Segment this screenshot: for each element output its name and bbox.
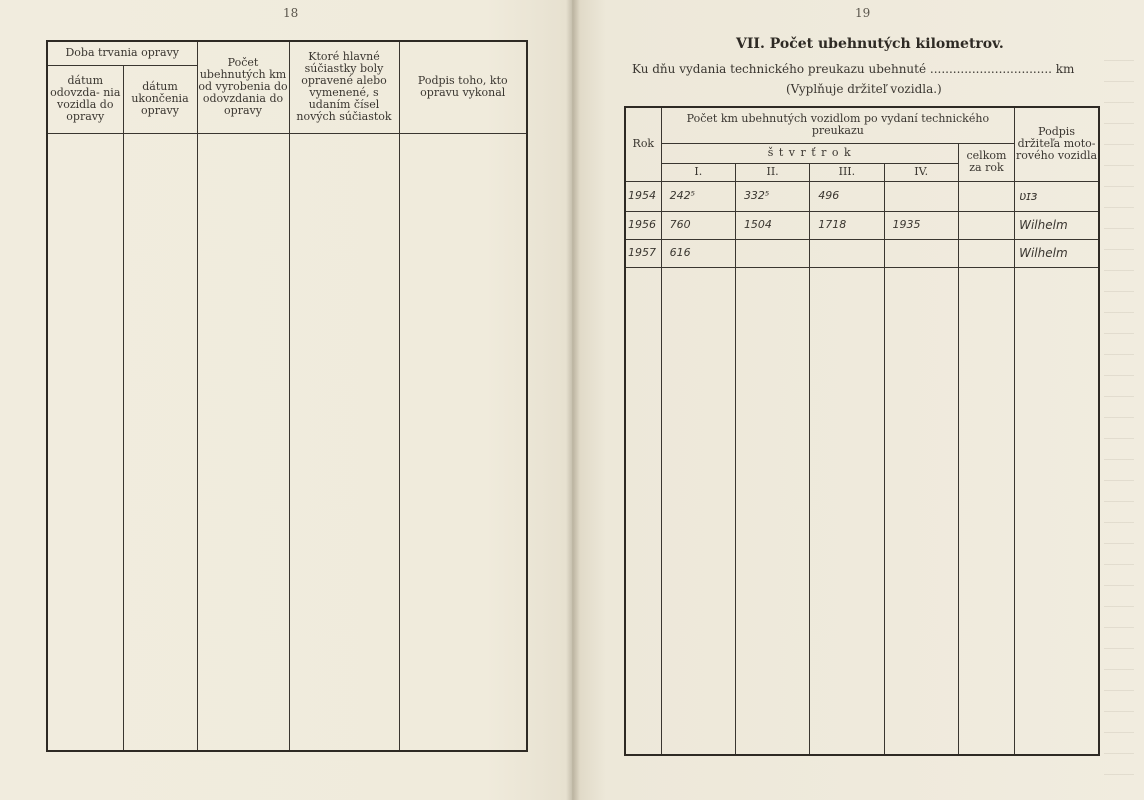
header-date-completed: dátum ukončenia opravy <box>123 65 197 133</box>
row-total <box>958 239 1014 267</box>
page-number-18: 18 <box>283 6 299 20</box>
km-at-issue-line: Ku dňu vydania technického preukazu ubehnuté ................................ km <box>632 62 1075 76</box>
header-q1: I. <box>661 163 735 181</box>
row-signature: Wilhelm <box>1015 211 1099 239</box>
header-km-group: Počet km ubehnutých vozidlom po vydaní technického preukazu <box>661 107 1014 143</box>
header-quarter: š t v r ť r o k <box>661 143 958 163</box>
header-year-total: celkom za rok <box>958 143 1014 181</box>
table-cell <box>289 133 399 751</box>
row-signature: ʋɪɜ <box>1015 181 1099 211</box>
book-spine <box>566 0 580 800</box>
row-year: 1956 <box>625 211 661 239</box>
row-q4: 1935 <box>884 211 958 239</box>
table-cell <box>47 133 123 751</box>
row-year: 1954 <box>625 181 661 211</box>
row-q2: 1504 <box>735 211 809 239</box>
table-cell <box>884 267 958 755</box>
row-q2 <box>735 239 809 267</box>
header-repair-duration: Doba trvania opravy <box>47 41 197 65</box>
km-table <box>624 106 1100 756</box>
next-page-edge <box>1104 40 1134 780</box>
table-cell <box>399 133 527 751</box>
header-owner-signature: Podpis držiteľa moto- rového vozidla <box>1015 107 1099 181</box>
header-parts-replaced: Ktoré hlavné súčiastky boly opravené alebo vymenené, s udaním čísel nových súčiastok <box>289 41 399 133</box>
row-total <box>958 211 1014 239</box>
row-signature: Wilhelm <box>1015 239 1099 267</box>
header-km-to-repair: Počet ubehnutých km od vyrobenia do odovzdania do opravy <box>197 41 289 133</box>
header-year: Rok <box>625 107 661 181</box>
table-cell <box>1015 267 1099 755</box>
row-q4 <box>884 181 958 211</box>
row-year: 1957 <box>625 239 661 267</box>
row-q3: 1718 <box>810 211 884 239</box>
repair-table <box>46 40 528 752</box>
header-q4: IV. <box>884 163 958 181</box>
header-q2: II. <box>735 163 809 181</box>
header-q3: III. <box>810 163 884 181</box>
table-cell <box>197 133 289 751</box>
row-total <box>958 181 1014 211</box>
page-number-19: 19 <box>855 6 871 20</box>
table-cell <box>810 267 884 755</box>
table-cell <box>661 267 735 755</box>
fill-instruction: (Vyplňuje držiteľ vozidla.) <box>786 82 942 96</box>
row-q3: 496 <box>810 181 884 211</box>
row-q4 <box>884 239 958 267</box>
header-repairer-signature: Podpis toho, kto opravu vykonal <box>399 41 527 133</box>
row-q1: 242⁵ <box>661 181 735 211</box>
row-q2: 332⁵ <box>735 181 809 211</box>
row-q1: 760 <box>661 211 735 239</box>
table-cell <box>958 267 1014 755</box>
header-date-delivered: dátum odovzda- nia vozidla do opravy <box>47 65 123 133</box>
row-q3 <box>810 239 884 267</box>
table-cell <box>625 267 661 755</box>
table-row <box>625 211 1099 239</box>
table-row <box>625 267 1099 755</box>
table-row <box>625 239 1099 267</box>
section-title: VII. Počet ubehnutých kilometrov. <box>736 36 1004 52</box>
row-q1: 616 <box>661 239 735 267</box>
table-cell <box>123 133 197 751</box>
table-row <box>625 181 1099 211</box>
table-cell <box>735 267 809 755</box>
